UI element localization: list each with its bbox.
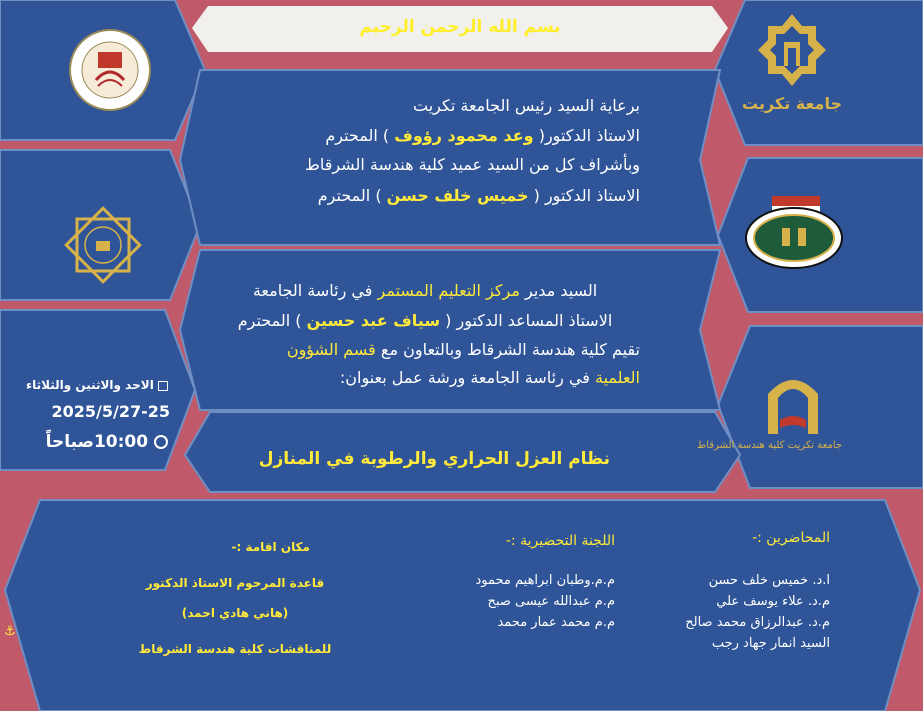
announcement-line-2-prefix: الاستاذ المساعد الدكتور ( bbox=[445, 311, 613, 330]
patronage-line-4 bbox=[210, 186, 640, 205]
patronage-line-1: برعاية السيد رئيس الجامعة تكريت bbox=[413, 96, 640, 115]
lecturer-item: م.د. علاء يوسف علي bbox=[716, 594, 830, 609]
lecturers-list bbox=[630, 570, 830, 654]
ministry-seal-icon bbox=[68, 28, 152, 112]
calendar-icon bbox=[158, 381, 168, 391]
ministry-logo bbox=[68, 28, 152, 112]
star-seal-icon bbox=[63, 205, 143, 285]
schedule-days bbox=[10, 378, 168, 392]
continuing-education-logo bbox=[63, 205, 143, 285]
announcement-line-1 bbox=[210, 281, 640, 300]
committee-item: م.م.وطبان ابراهيم محمود bbox=[475, 573, 615, 588]
patronage-line-2-prefix: الاستاذ الدكتور( bbox=[538, 126, 640, 145]
dean-name: خميس خلف حسن bbox=[386, 186, 529, 205]
continuing-education-center: مركز التعليم المستمر bbox=[377, 281, 520, 300]
venue-line-2: (هاني هادي احمد) bbox=[181, 606, 289, 620]
college-arch-icon bbox=[748, 372, 838, 434]
venue-line-3: للمناقشات كلية هندسة الشرقاط bbox=[138, 642, 332, 656]
venue-line-1: قاعدة المرحوم الاستاذ الدكتور bbox=[145, 576, 325, 590]
tikrit-emblem-icon bbox=[756, 12, 828, 92]
director-name: سياف عبد حسين bbox=[306, 311, 441, 330]
patronage-line-4-suffix: ) المحترم bbox=[317, 186, 382, 205]
lecturer-item: م.د. عبدالرزاق محمد صالح bbox=[685, 615, 830, 630]
clock-icon bbox=[154, 435, 168, 449]
venue-heading: مكان اقامة :- bbox=[231, 540, 310, 554]
announcement-line-1-suffix: في رئاسة الجامعة bbox=[252, 281, 373, 300]
college-logo-text: جامعة تكريت كلية هندسة الشرقاط bbox=[697, 440, 842, 451]
president-name: وعد محمود رؤوف bbox=[394, 126, 534, 145]
tikrit-logo-text: جامعة تكريت bbox=[742, 94, 842, 113]
committee-item: م.م عبدالله عيسى صبح bbox=[487, 594, 615, 609]
patronage-line-3: وبأشراف كل من السيد عميد كلية هندسة الشرقاط bbox=[305, 155, 640, 174]
lecturer-item: السيد انمار جهاد رجب bbox=[711, 636, 830, 651]
anchor-icon: ⚓ bbox=[4, 624, 16, 639]
patronage-line-2-suffix: ) المحترم bbox=[325, 126, 390, 145]
committee-item: م.م محمد عمار محمد bbox=[497, 615, 615, 630]
patronage-line-4-prefix: الاستاذ الدكتور ( bbox=[533, 186, 640, 205]
basmala-banner: بسم الله الرحمن الرحيم bbox=[359, 17, 561, 37]
announcement-line-2 bbox=[210, 311, 640, 330]
schedule-dates: 2025/5/27-25 bbox=[51, 402, 170, 421]
announcement-line-3-prefix: تقيم كلية هندسة الشرقاط وبالتعاون مع bbox=[380, 340, 640, 359]
engineering-emblem-icon bbox=[742, 192, 846, 272]
announcement-line-3 bbox=[210, 340, 640, 359]
schedule-days-text: الاحد والاثنين والثلاثاء bbox=[25, 378, 154, 392]
committee-heading: اللجنة التحضيرية :- bbox=[505, 533, 615, 549]
time-suffix: صباحاً bbox=[45, 432, 94, 452]
time-value: 10:00 bbox=[93, 432, 149, 452]
scientific-affairs-dept-cont: العلمية bbox=[595, 368, 640, 387]
committee-list bbox=[420, 570, 615, 633]
lecturer-item: ا.د. خميس خلف حسن bbox=[708, 573, 830, 588]
schedule-time bbox=[10, 432, 168, 452]
lecturers-heading: المحاضرين :- bbox=[752, 530, 830, 546]
engineering-seal-logo bbox=[742, 192, 846, 272]
announcement-line-4-suffix: في رئاسة الجامعة ورشة عمل بعنوان: bbox=[339, 368, 590, 387]
patronage-line-2 bbox=[210, 126, 640, 145]
workshop-title: نظام العزل الحراري والرطوبة في المنازل bbox=[258, 449, 610, 469]
announcement-line-4 bbox=[210, 368, 640, 387]
announcement-line-1-prefix: السيد مدير bbox=[525, 281, 598, 300]
scientific-affairs-dept: قسم الشؤون bbox=[286, 340, 376, 359]
announcement-line-2-suffix: ) المحترم bbox=[237, 311, 302, 330]
